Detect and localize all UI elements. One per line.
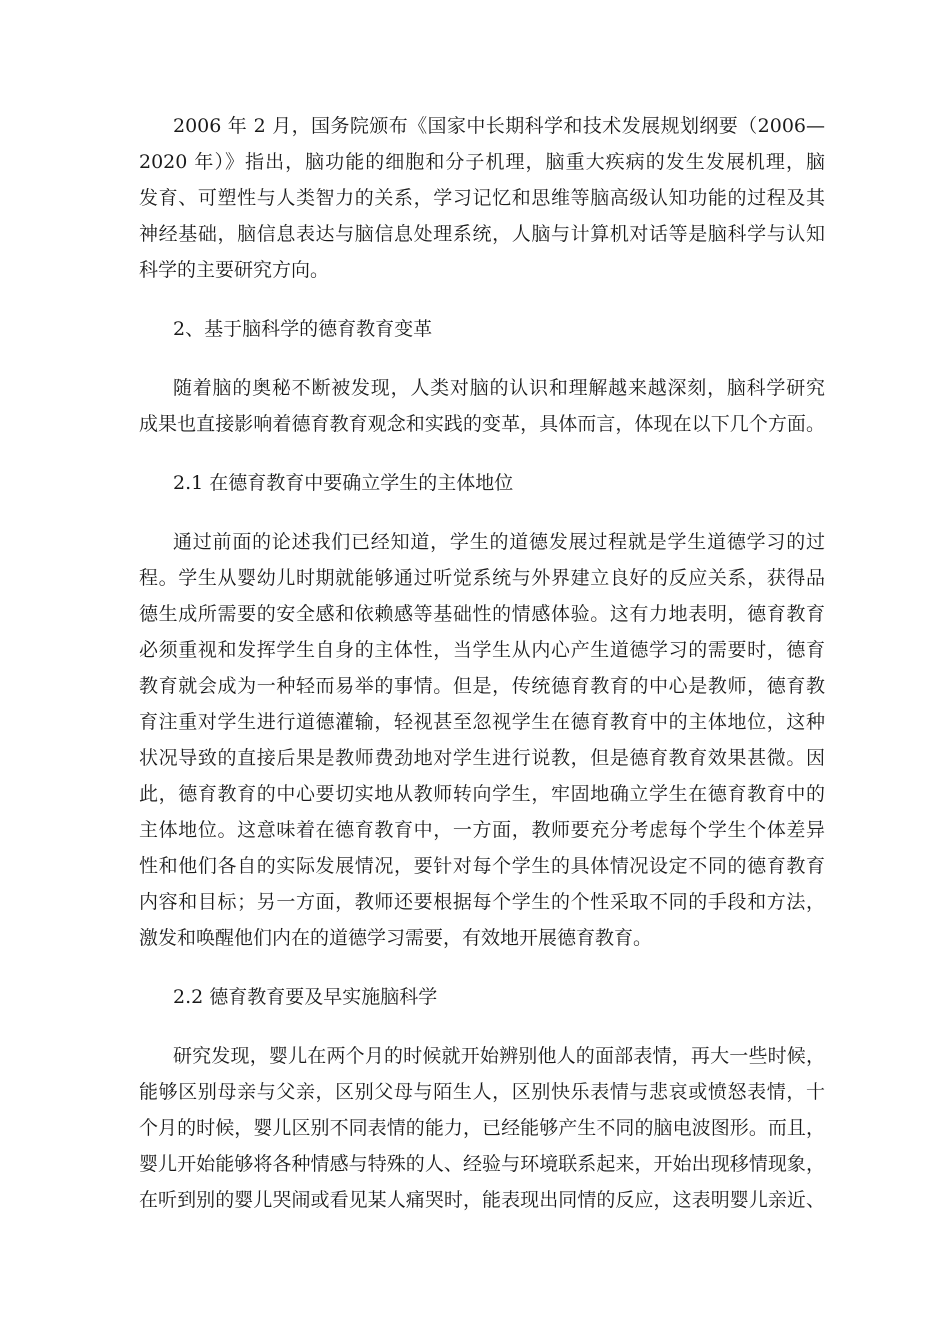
text-line: 成果也直接影响着德育教育观念和实践的变革，具体而言，体现在以下几个方面。	[139, 413, 825, 435]
text-line: 德生成所需要的安全感和依赖感等基础性的情感体验。这有力地表明，德育教育	[139, 603, 825, 625]
text-line: 激发和唤醒他们内在的道德学习需要，有效地开展德育教育。	[139, 927, 653, 949]
text-line: 随着脑的奥秘不断被发现，人类对脑的认识和理解越来越深刻，脑科学研究	[173, 377, 825, 399]
text-line: 教育就会成为一种轻而易举的事情。但是，传统德育教育的中心是教师，德育教	[139, 675, 825, 697]
subsection-heading: 2.2 德育教育要及早实施脑科学	[173, 986, 438, 1008]
subsection-heading: 2.1 在德育教育中要确立学生的主体地位	[173, 472, 514, 494]
text-line: 2006 年 2 月，国务院颁布《国家中长期科学和技术发展规划纲要（2006—	[173, 115, 825, 137]
text-line: 通过前面的论述我们已经知道，学生的道德发展过程就是学生道德学习的过	[173, 531, 825, 553]
text-line: 2020 年）》指出，脑功能的细胞和分子机理，脑重大疾病的发生发展机理，脑	[139, 151, 825, 173]
text-line: 性和他们各自的实际发展情况，要针对每个学生的具体情况设定不同的德育教育	[139, 855, 825, 877]
text-line: 研究发现，婴儿在两个月的时候就开始辨别他人的面部表情，再大一些时候，	[173, 1045, 825, 1067]
text-line: 婴儿开始能够将各种情感与特殊的人、经验与环境联系起来，开始出现移情现象，	[139, 1153, 825, 1175]
text-line: 程。学生从婴幼儿时期就能够通过听觉系统与外界建立良好的反应关系，获得品	[139, 567, 825, 589]
text-line: 个月的时候，婴儿区别不同表情的能力，已经能够产生不同的脑电波图形。而且，	[139, 1117, 825, 1139]
text-line: 在听到别的婴儿哭闹或看见某人痛哭时，能表现出同情的反应，这表明婴儿亲近、	[139, 1189, 825, 1211]
text-line: 神经基础，脑信息表达与脑信息处理系统，人脑与计算机对话等是脑科学与认知	[139, 223, 825, 245]
text-line: 育注重对学生进行道德灌输，轻视甚至忽视学生在德育教育中的主体地位，这种	[139, 711, 825, 733]
text-line: 发育、可塑性与人类智力的关系，学习记忆和思维等脑高级认知功能的过程及其	[139, 187, 825, 209]
text-line: 状况导致的直接后果是教师费劲地对学生进行说教，但是德育教育效果甚微。因	[139, 747, 825, 769]
section-heading: 2、基于脑科学的德育教育变革	[173, 318, 433, 340]
text-line: 必须重视和发挥学生自身的主体性，当学生从内心产生道德学习的需要时，德育	[139, 639, 825, 661]
text-line: 科学的主要研究方向。	[139, 259, 330, 281]
text-line: 能够区别母亲与父亲，区别父母与陌生人，区别快乐表情与悲哀或愤怒表情，十	[139, 1081, 825, 1103]
text-line: 主体地位。这意味着在德育教育中，一方面，教师要充分考虑每个学生个体差异	[139, 819, 825, 841]
text-line: 内容和目标；另一方面，教师还要根据每个学生的个性采取不同的手段和方法，	[139, 891, 825, 913]
text-line: 此，德育教育的中心要切实地从教师转向学生，牢固地确立学生在德育教育中的	[139, 783, 825, 805]
